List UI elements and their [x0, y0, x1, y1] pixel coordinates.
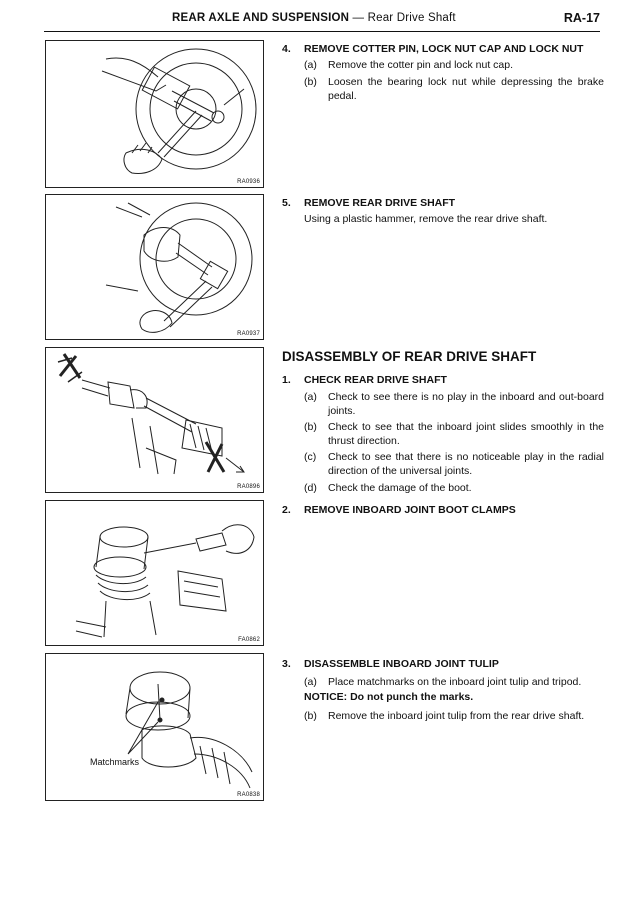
step-title: REMOVE COTTER PIN, LOCK NUT CAP AND LOCK NUT: [304, 43, 584, 55]
figure-code: RA0937: [237, 331, 260, 337]
item-text: Remove the cotter pin and lock nut cap.: [328, 59, 514, 71]
notice-label: NOTICE:: [304, 691, 348, 703]
figure-boot-clamps: [45, 500, 264, 646]
step-number: 5.: [282, 197, 291, 209]
header-subtitle: Rear Drive Shaft: [367, 12, 456, 24]
item-label: (b): [304, 421, 317, 433]
step-number: 2.: [282, 504, 291, 516]
item-text: Check to see that the inboard joint slides smoothly in the thrust direction.: [328, 421, 604, 447]
section-title: DISASSEMBLY OF REAR DRIVE SHAFT: [282, 349, 537, 364]
figure-code: RA0896: [237, 484, 260, 490]
step-4-heading: [282, 43, 604, 55]
figure-lock-nut-removal: [45, 40, 264, 188]
illustration-plastic-hammer: [46, 195, 263, 339]
section-step-3-item-a: [304, 675, 604, 689]
illustration-joint-tulip: [46, 654, 263, 800]
section-step-1-item-a: [304, 390, 604, 418]
item-label: (b): [304, 710, 317, 722]
section-step-1-heading: [282, 374, 604, 386]
item-text: Place matchmarks on the inboard joint tulip and tripod.: [328, 676, 582, 688]
header-title: [172, 12, 456, 24]
illustration-shaft-play-check: [46, 348, 263, 492]
section-step-1-item-b: [304, 420, 604, 448]
item-label: (a): [304, 59, 317, 71]
item-text: Check to see that there is no noticeable play in the radial direction of the universal joints.: [328, 451, 604, 477]
item-label: (a): [304, 676, 317, 688]
item-label: (d): [304, 482, 317, 494]
step-4-item-a: [304, 58, 604, 72]
figure-drive-shaft-removal: [45, 194, 264, 340]
step-4-item-b: [304, 75, 604, 103]
item-label: (a): [304, 391, 317, 403]
figure-check-drive-shaft: [45, 347, 264, 493]
step-title: REMOVE INBOARD JOINT BOOT CLAMPS: [304, 504, 516, 516]
page-header: [44, 9, 600, 32]
item-label: (c): [304, 451, 317, 463]
step-number: 4.: [282, 43, 291, 55]
item-text: Loosen the bearing lock nut while depressing the brake pedal.: [328, 76, 604, 102]
step-5-heading: [282, 197, 604, 209]
item-label: (b): [304, 76, 317, 88]
step-5-text: Using a plastic hammer, remove the rear drive shaft.: [304, 213, 548, 225]
figure-code: RA0936: [237, 179, 260, 185]
step-number: 3.: [282, 658, 291, 670]
section-step-1-item-d: [304, 481, 604, 495]
illustration-lock-nut: [46, 41, 263, 187]
figure-code: RA0838: [237, 792, 260, 798]
section-step-3-item-b: [304, 709, 604, 723]
section-step-3-heading: [282, 658, 604, 670]
step-title: CHECK REAR DRIVE SHAFT: [304, 374, 447, 386]
section-step-1-item-c: [304, 450, 604, 478]
section-step-2-heading: [282, 504, 604, 516]
item-text: Check the damage of the boot.: [328, 482, 472, 494]
illustration-screwdriver-clamp: [46, 501, 263, 645]
page-number: RA-17: [563, 11, 600, 25]
figure-matchmarks: [45, 653, 264, 801]
step-title: DISASSEMBLE INBOARD JOINT TULIP: [304, 658, 499, 670]
matchmarks-label: Matchmarks: [90, 757, 140, 767]
notice: [304, 691, 473, 703]
header-section: REAR AXLE AND SUSPENSION: [172, 12, 350, 24]
step-title: REMOVE REAR DRIVE SHAFT: [304, 197, 456, 209]
figure-code: FA0862: [238, 637, 260, 643]
item-text: Check to see there is no play in the inboard and out-board joints.: [328, 391, 604, 417]
header-separator: —: [349, 12, 368, 24]
notice-text: Do not punch the marks.: [350, 691, 474, 703]
item-text: Remove the inboard joint tulip from the rear drive shaft.: [328, 710, 585, 722]
step-number: 1.: [282, 374, 291, 386]
